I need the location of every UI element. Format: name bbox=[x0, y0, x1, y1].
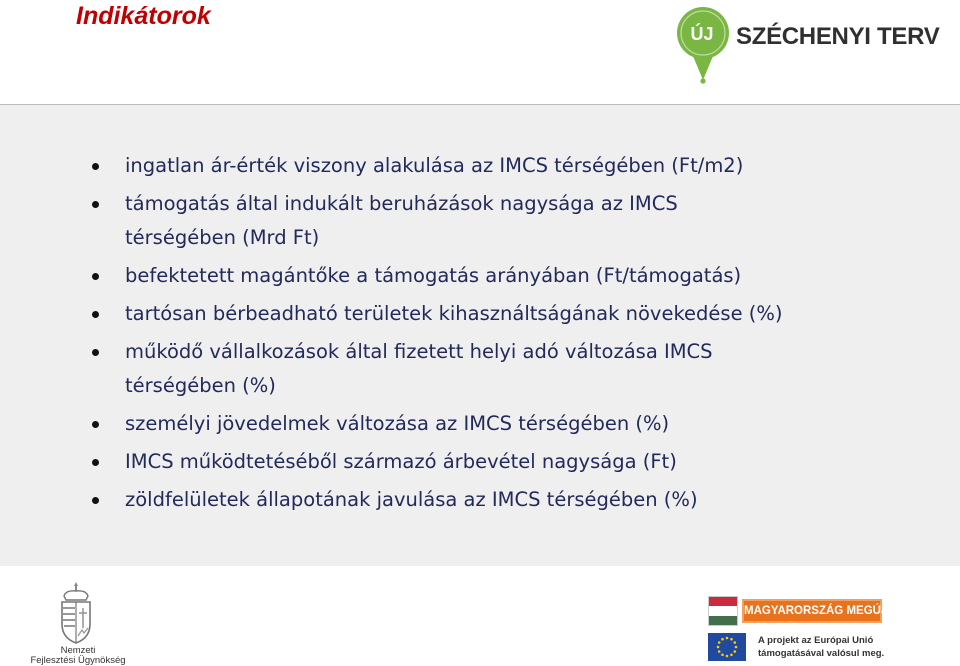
list-item bbox=[0, 149, 960, 183]
magyarorszag-megujul-banner: MAGYARORSZÁG MEGÚJUL bbox=[742, 599, 882, 623]
indicator-line: személyi jövedelmek változása az IMCS térségében (%) bbox=[125, 412, 670, 435]
eu-support-text bbox=[758, 634, 928, 660]
agency-name-line: Nemzeti bbox=[60, 645, 96, 656]
eu-flag-icon bbox=[708, 633, 746, 661]
indicator-line: IMCS működtetéséből származó árbevétel nagysága (Ft) bbox=[125, 450, 677, 473]
list-item bbox=[0, 187, 960, 255]
list-item bbox=[0, 407, 960, 441]
indicator-line: működő vállalkozások által fizetett helyi adó változása IMCS bbox=[125, 340, 713, 363]
indicator-line-continued: térségében (Mrd Ft) bbox=[125, 226, 320, 249]
indicator-line: ingatlan ár-érték viszony alakulása az IMCS térségében (Ft/m2) bbox=[125, 154, 744, 177]
eu-support-line: támogatásával valósul meg. bbox=[758, 648, 885, 659]
bullet-icon bbox=[92, 459, 99, 466]
slide-header bbox=[0, 0, 960, 104]
indicator-list bbox=[0, 149, 960, 521]
logo-text: SZÉCHENYI TERV bbox=[736, 23, 940, 50]
bullet-icon bbox=[92, 497, 99, 504]
hungarian-flag-icon bbox=[708, 596, 738, 626]
list-item bbox=[0, 297, 960, 331]
uj-szechenyi-terv-logo bbox=[676, 6, 940, 84]
indicator-line: tartósan bérbeadható területek kihasználtságának növekedése (%) bbox=[125, 302, 783, 325]
slide-footer bbox=[0, 566, 960, 666]
agency-name-line: Fejlesztési Ügynökség bbox=[30, 655, 126, 666]
eu-support-line: A projekt az Európai Unió bbox=[758, 635, 874, 646]
bullet-icon bbox=[92, 311, 99, 318]
logo-badge-text: ÚJ bbox=[690, 24, 714, 44]
bullet-icon bbox=[92, 349, 99, 356]
list-item bbox=[0, 259, 960, 293]
bullet-icon bbox=[92, 201, 99, 208]
bullet-icon bbox=[92, 273, 99, 280]
bullet-icon bbox=[92, 163, 99, 170]
hungarian-coat-of-arms-icon bbox=[56, 580, 96, 646]
bullet-icon bbox=[92, 421, 99, 428]
indicator-line-continued: térségében (%) bbox=[125, 374, 276, 397]
list-item bbox=[0, 483, 960, 517]
list-item bbox=[0, 445, 960, 479]
slide-title: Indikátorok bbox=[76, 2, 211, 30]
agency-name bbox=[30, 646, 126, 666]
pin-badge-icon bbox=[676, 6, 732, 84]
indicator-line: zöldfelületek állapotának javulása az IMCS térségében (%) bbox=[125, 488, 698, 511]
indicator-line: támogatás által indukált beruházások nagysága az IMCS bbox=[125, 192, 678, 215]
content-area bbox=[0, 105, 960, 566]
indicator-line: befektetett magántőke a támogatás arányában (Ft/támogatás) bbox=[125, 264, 742, 287]
list-item bbox=[0, 335, 960, 403]
